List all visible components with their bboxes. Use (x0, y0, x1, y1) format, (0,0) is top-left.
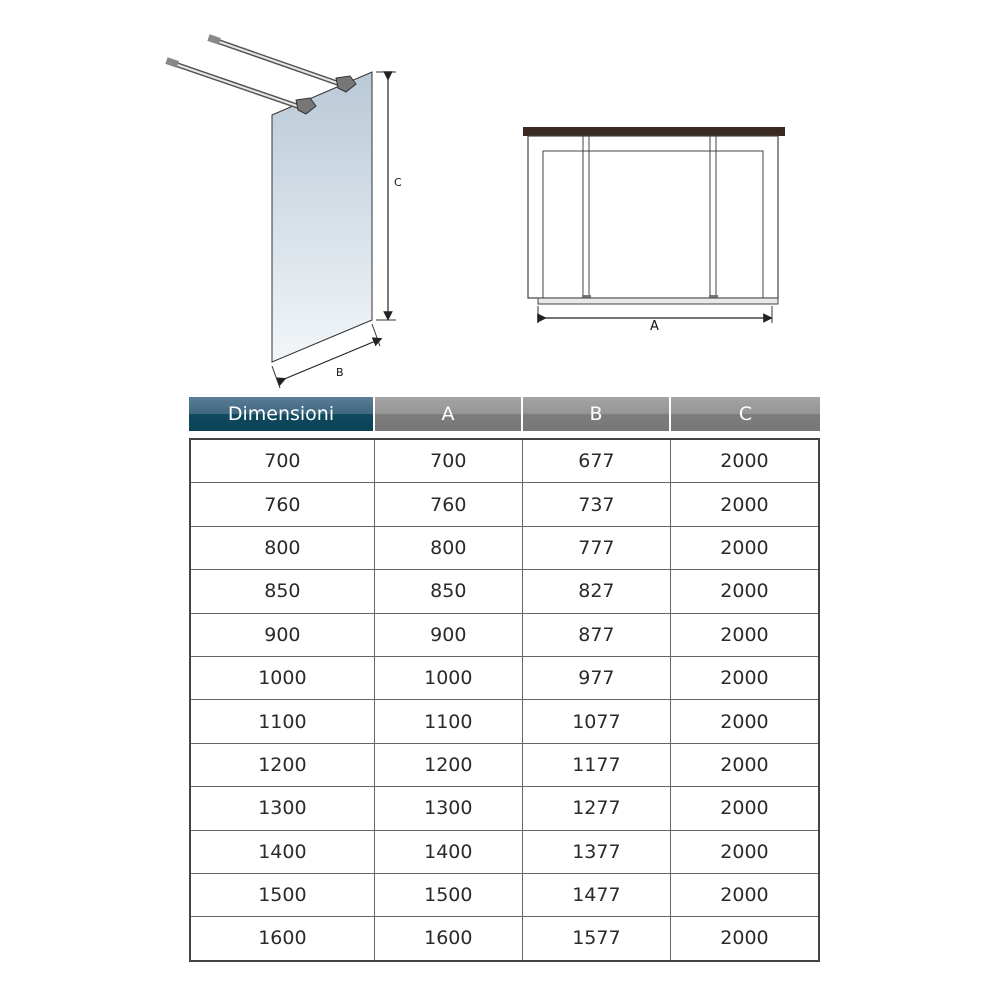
table-cell: 2000 (670, 787, 819, 830)
table-cell: 850 (190, 570, 374, 613)
table-cell: 1200 (374, 743, 522, 786)
header-b: B (523, 397, 671, 431)
table-cell: 2000 (670, 917, 819, 961)
table-cell: 777 (522, 526, 670, 569)
table-cell: 1100 (374, 700, 522, 743)
table-cell: 760 (374, 483, 522, 526)
table-cell: 877 (522, 613, 670, 656)
table-cell: 2000 (670, 873, 819, 916)
table-row (190, 656, 819, 699)
label-a: A (650, 319, 659, 334)
inner-panel (543, 151, 763, 298)
label-c: C (394, 176, 402, 189)
table-cell: 1600 (374, 917, 522, 961)
table-row (190, 570, 819, 613)
table-cell: 850 (374, 570, 522, 613)
table-cell: 2000 (670, 613, 819, 656)
table-cell: 1600 (190, 917, 374, 961)
table-cell: 1400 (374, 830, 522, 873)
table-row (190, 439, 819, 483)
table-cell: 977 (522, 656, 670, 699)
table-cell: 1577 (522, 917, 670, 961)
table-row (190, 526, 819, 569)
table-cell: 900 (190, 613, 374, 656)
table-cell: 1500 (190, 873, 374, 916)
table-cell: 1000 (190, 656, 374, 699)
table-cell: 760 (190, 483, 374, 526)
table-cell: 1400 (190, 830, 374, 873)
header-a: A (375, 397, 523, 431)
table-cell: 2000 (670, 830, 819, 873)
table-cell: 700 (374, 439, 522, 483)
table-cell: 700 (190, 439, 374, 483)
front-view-diagram (515, 115, 795, 345)
dimensions-grid (189, 438, 820, 962)
glass-panel (272, 72, 372, 362)
header-dimensioni: Dimensioni (189, 397, 375, 431)
table-row (190, 873, 819, 916)
support-rod-left (582, 136, 591, 302)
table-row (190, 787, 819, 830)
dimensions-table (189, 397, 820, 962)
table-row (190, 743, 819, 786)
label-b: B (336, 366, 344, 379)
table-cell: 1100 (190, 700, 374, 743)
dimension-c (376, 72, 402, 320)
table-cell: 1077 (522, 700, 670, 743)
table-cell: 2000 (670, 526, 819, 569)
table-cell: 2000 (670, 743, 819, 786)
table-cell: 677 (522, 439, 670, 483)
glass-bottom-edge (538, 298, 778, 304)
table-cell: 2000 (670, 483, 819, 526)
top-wall (523, 127, 785, 136)
dimension-a (538, 306, 772, 334)
table-row (190, 917, 819, 961)
outer-frame (528, 136, 778, 298)
table-row (190, 830, 819, 873)
table-cell: 1477 (522, 873, 670, 916)
table-cell: 1177 (522, 743, 670, 786)
table-cell: 1300 (374, 787, 522, 830)
table-cell: 1200 (190, 743, 374, 786)
header-c: C (671, 397, 820, 431)
perspective-diagram (150, 30, 430, 400)
table-row (190, 613, 819, 656)
table-row (190, 483, 819, 526)
table-row (190, 700, 819, 743)
table-cell: 1500 (374, 873, 522, 916)
table-cell: 2000 (670, 656, 819, 699)
table-cell: 1277 (522, 787, 670, 830)
table-cell: 2000 (670, 570, 819, 613)
table-cell: 1300 (190, 787, 374, 830)
table-cell: 800 (190, 526, 374, 569)
table-header (189, 397, 820, 431)
table-cell: 2000 (670, 439, 819, 483)
table-cell: 2000 (670, 700, 819, 743)
table-cell: 900 (374, 613, 522, 656)
table-cell: 800 (374, 526, 522, 569)
table-cell: 1377 (522, 830, 670, 873)
table-cell: 1000 (374, 656, 522, 699)
table-cell: 737 (522, 483, 670, 526)
support-rod-right (709, 136, 718, 302)
table-cell: 827 (522, 570, 670, 613)
